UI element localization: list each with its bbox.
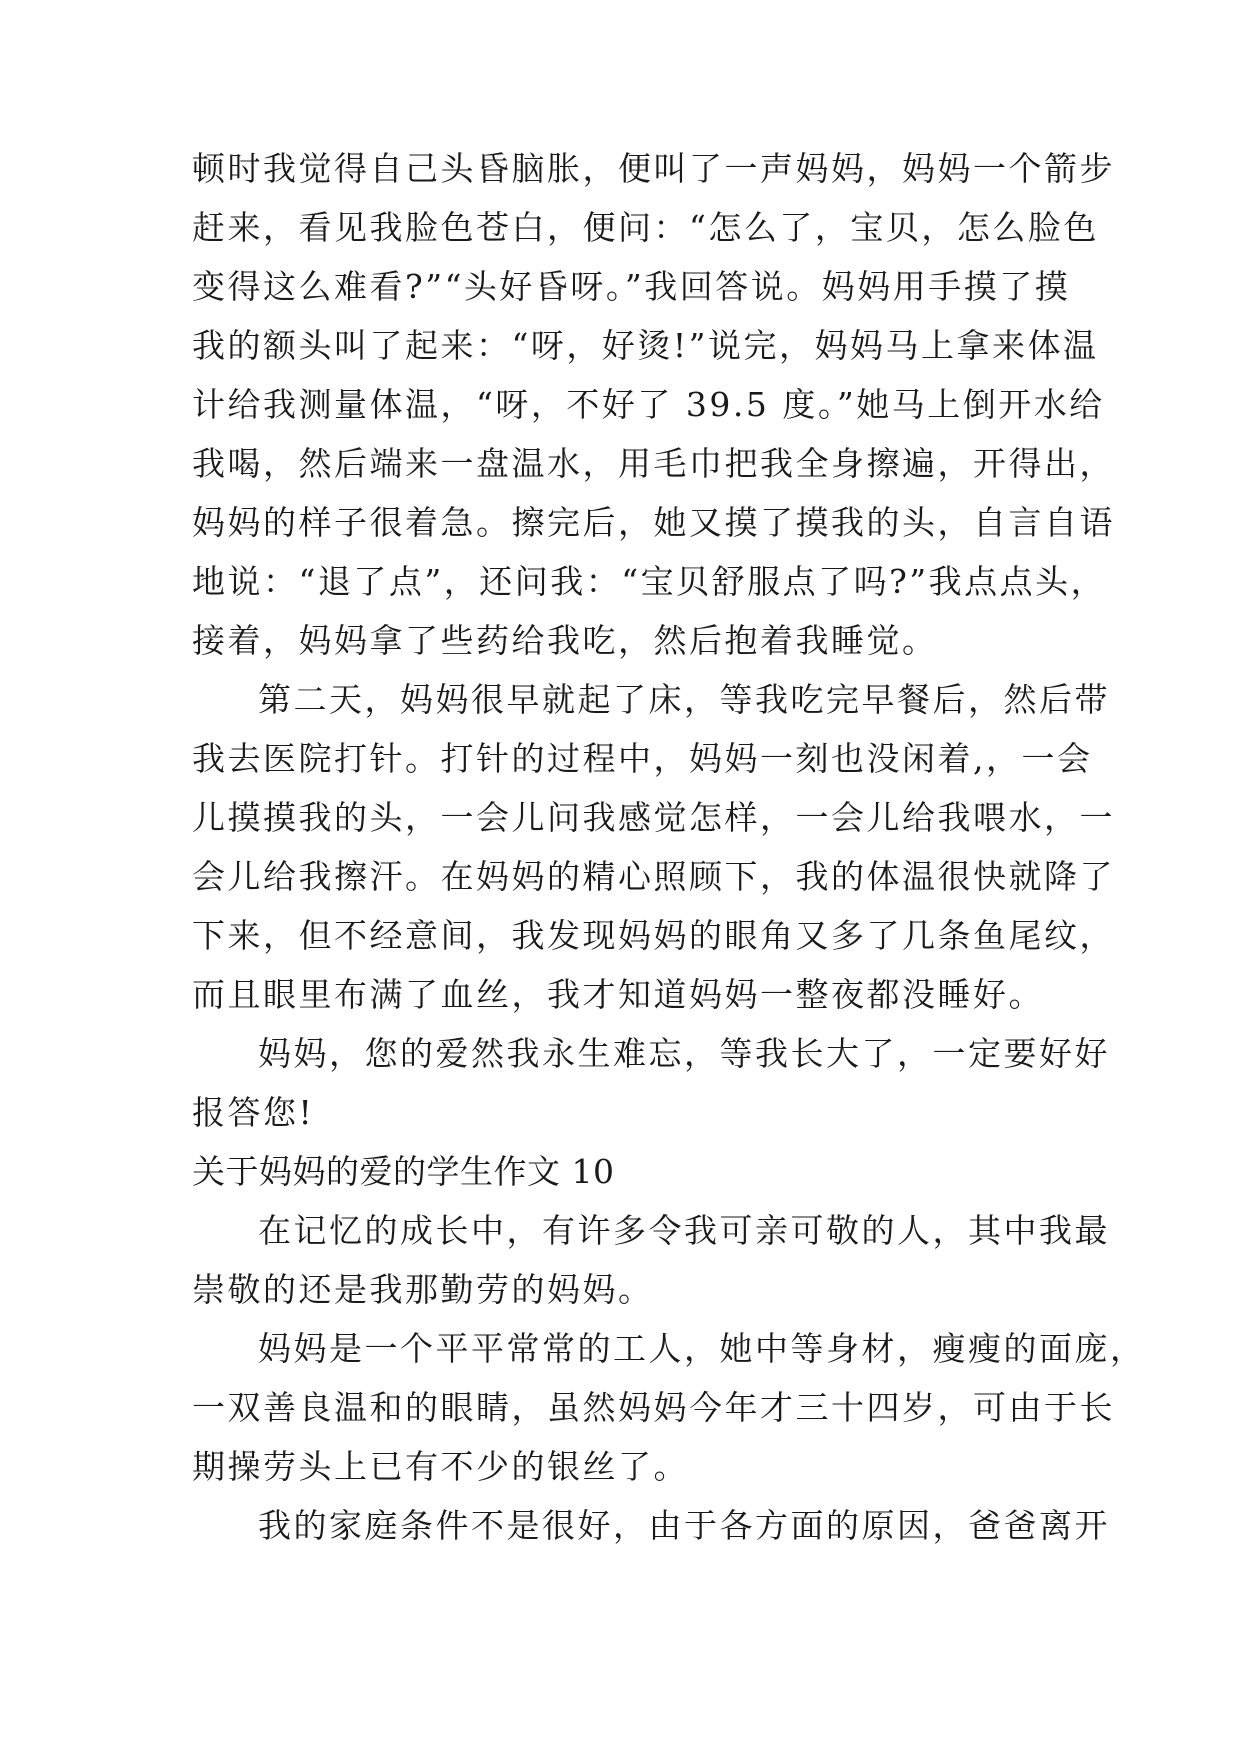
section-heading: 关于妈妈的爱的学生作文 10 bbox=[192, 1152, 615, 1191]
text-line: 妈妈是一个平平常常的工人，她中等身材，瘦瘦的面庞， bbox=[258, 1329, 1146, 1368]
text-line: 我的额头叫了起来：“呀，好烫!”说完，妈妈马上拿来体温 bbox=[192, 326, 1099, 365]
text-line: 在记忆的成长中，有许多令我可亲可敬的人，其中我最 bbox=[258, 1211, 1110, 1250]
text-line: 我的家庭条件不是很好，由于各方面的原因，爸爸离开 bbox=[258, 1506, 1110, 1545]
text-line: 儿摸摸我的头，一会儿问我感觉怎样，一会儿给我喂水，一 bbox=[192, 798, 1115, 837]
text-line: 而且眼里布满了血丝，我才知道妈妈一整夜都没睡好。 bbox=[192, 975, 1044, 1014]
text-line: 期操劳头上已有不少的银丝了。 bbox=[192, 1447, 689, 1486]
text-line: 地说：“退了点”，还问我：“宝贝舒服点了吗?”我点点头， bbox=[192, 562, 1107, 601]
text-line: 崇敬的还是我那勤劳的妈妈。 bbox=[192, 1270, 654, 1309]
text-line: 变得这么难看?”“头好昏呀。”我回答说。妈妈用手摸了摸 bbox=[192, 267, 1071, 306]
text-line: 会儿给我擦汗。在妈妈的精心照顾下，我的体温很快就降了 bbox=[192, 857, 1115, 896]
text-line: 赶来，看见我脸色苍白，便问：“怎么了，宝贝，怎么脸色 bbox=[192, 208, 1099, 247]
text-line: 妈妈的样子很着急。擦完后，她又摸了摸我的头，自言自语 bbox=[192, 503, 1115, 542]
text-line: 报答您! bbox=[192, 1093, 315, 1132]
text-line: 我去医院打针。打针的过程中，妈妈一刻也没闲着,，一会 bbox=[192, 739, 1093, 778]
text-line: 一双善良温和的眼睛，虽然妈妈今年才三十四岁，可由于长 bbox=[192, 1388, 1115, 1427]
text-line: 接着，妈妈拿了些药给我吃，然后抱着我睡觉。 bbox=[192, 621, 938, 660]
text-line: 顿时我觉得自己头昏脑胀，便叫了一声妈妈，妈妈一个箭步 bbox=[192, 149, 1115, 188]
text-line: 我喝，然后端来一盘温水，用毛巾把我全身擦遍，开得出， bbox=[192, 444, 1115, 483]
text-line: 妈妈，您的爱然我永生难忘，等我长大了，一定要好好 bbox=[258, 1034, 1110, 1073]
text-line: 下来，但不经意间，我发现妈妈的眼角又多了几条鱼尾纹， bbox=[192, 916, 1115, 955]
text-line: 第二天，妈妈很早就起了床，等我吃完早餐后，然后带 bbox=[258, 680, 1110, 719]
text-line: 计给我测量体温，“呀，不好了 39.5 度。”她马上倒开水给 bbox=[192, 385, 1105, 424]
